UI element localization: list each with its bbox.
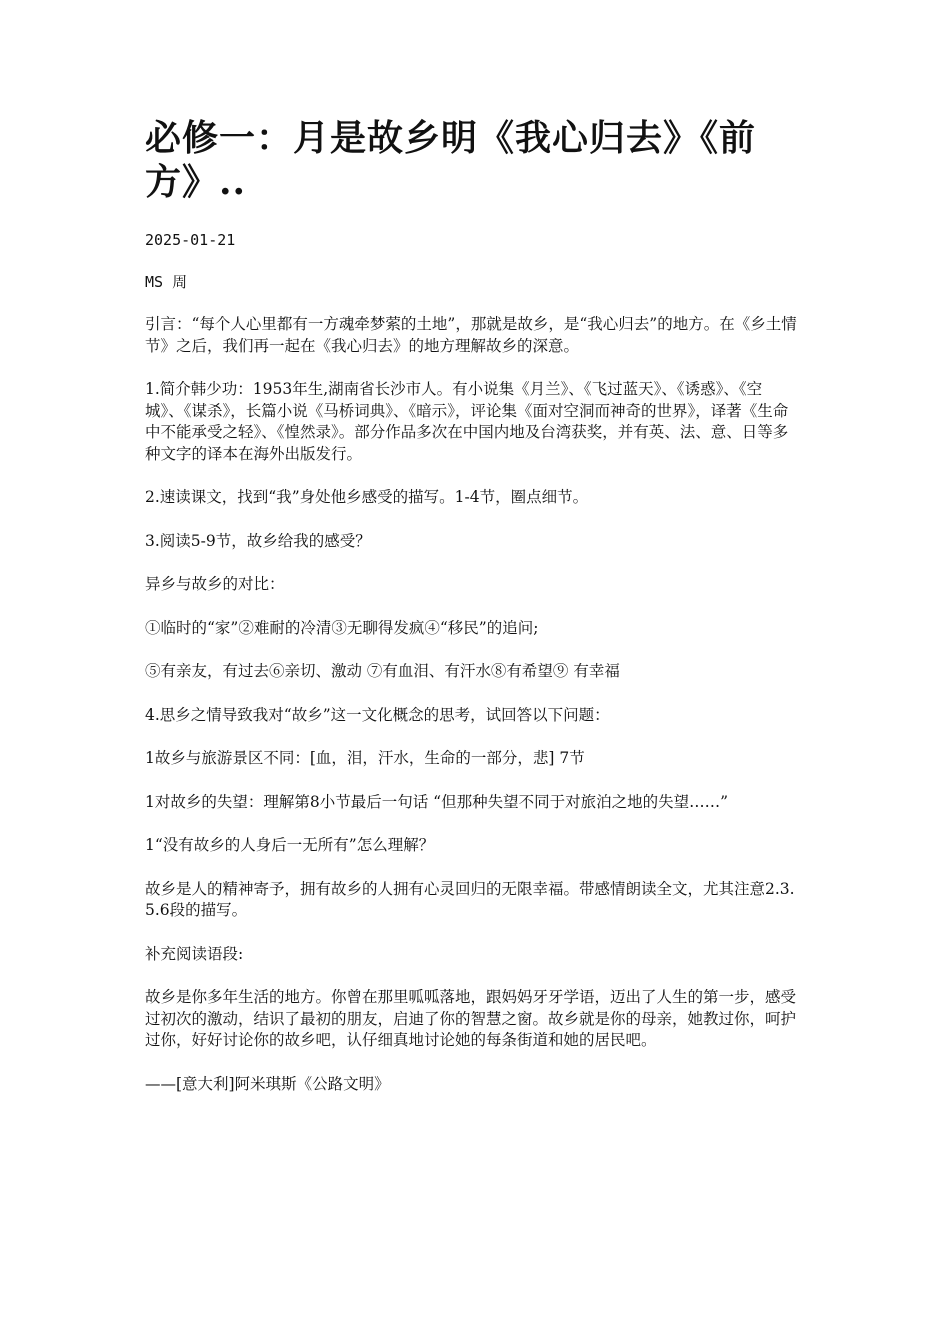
answer-paragraph: 1故乡与旅游景区不同：[血，泪，汗水，生命的一部分，悲] 7节 [145, 749, 585, 767]
question-paragraph: 4.思乡之情导致我对“故乡”这一文化概念的思考，试回答以下问题： [145, 705, 610, 724]
contrast-list: ⑤有亲友，有过去⑥亲切、激动 ⑦有血泪、有汗水⑧有希望⑨ 有幸福 [145, 662, 620, 680]
contrast-heading: 异乡与故乡的对比： [145, 575, 285, 593]
intro-paragraph: 引言：“每个人心里都有一方魂牵梦萦的土地”，那就是故乡，是“我心归去”的地方。在《乡土情节》之后，我们再一起在《我心归去》的地方理解故乡的深意。 [145, 315, 797, 355]
contrast-list: ①临时的“家”②难耐的冷清③无聊得发疯④“移民”的追问; [145, 618, 539, 637]
question-paragraph: 3.阅读5-9节，故乡给我的感受？ [145, 531, 371, 550]
author-intro-paragraph: 1.简介韩少功：1953年生,湖南省长沙市人。有小说集《月兰》、《飞过蓝天》、《诱惑》、《空城》、《谋杀》，长篇小说《马桥词典》、《暗示》，评论集《面对空洞而神奇的世界》，译著《生命中不能承受之轻》、《惶然录》。部分作品多次在中国内地及台湾获奖，并有英、法、意、日等多种文字的译本在海外出版发行。 [145, 380, 789, 463]
question-paragraph: 2.速读课文，找到“我”身处他乡感受的描写。1-4节，圈点细节。 [145, 488, 589, 506]
supplement-paragraph: 故乡是你多年生活的地方。你曾在那里呱呱落地，跟妈妈牙牙学语，迈出了人生的第一步，感受过初次的激动，结识了最初的朋友，启迪了你的智慧之窗。故乡就是你的母亲，她教过你，呵护过你，好好讨论你的故乡吧，认仔细真地讨论她的每条街道和她的居民吧。 [145, 988, 797, 1049]
author: MS 周 [145, 273, 188, 291]
summary-paragraph: 故乡是人的精神寄予，拥有故乡的人拥有心灵回归的无限幸福。带感情朗读全文，尤其注意2.3.5.6段的描写。 [145, 879, 795, 919]
answer-paragraph: 1“没有故乡的人身后一无所有”怎么理解？ [145, 836, 435, 854]
supplement-heading: 补充阅读语段: [145, 944, 244, 963]
answer-paragraph: 1对故乡的失望：理解第8小节最后一句话 “但那种失望不同于对旅泊之地的失望……” [145, 792, 729, 811]
citation: ——[意大利]阿米琪斯《公路文明》 [145, 1074, 390, 1093]
article [145, 116, 800, 1117]
publish-date: 2025-01-21 [145, 231, 236, 249]
page-title: 必修一：月是故乡明《我心归去》《前方》.. [145, 117, 757, 203]
